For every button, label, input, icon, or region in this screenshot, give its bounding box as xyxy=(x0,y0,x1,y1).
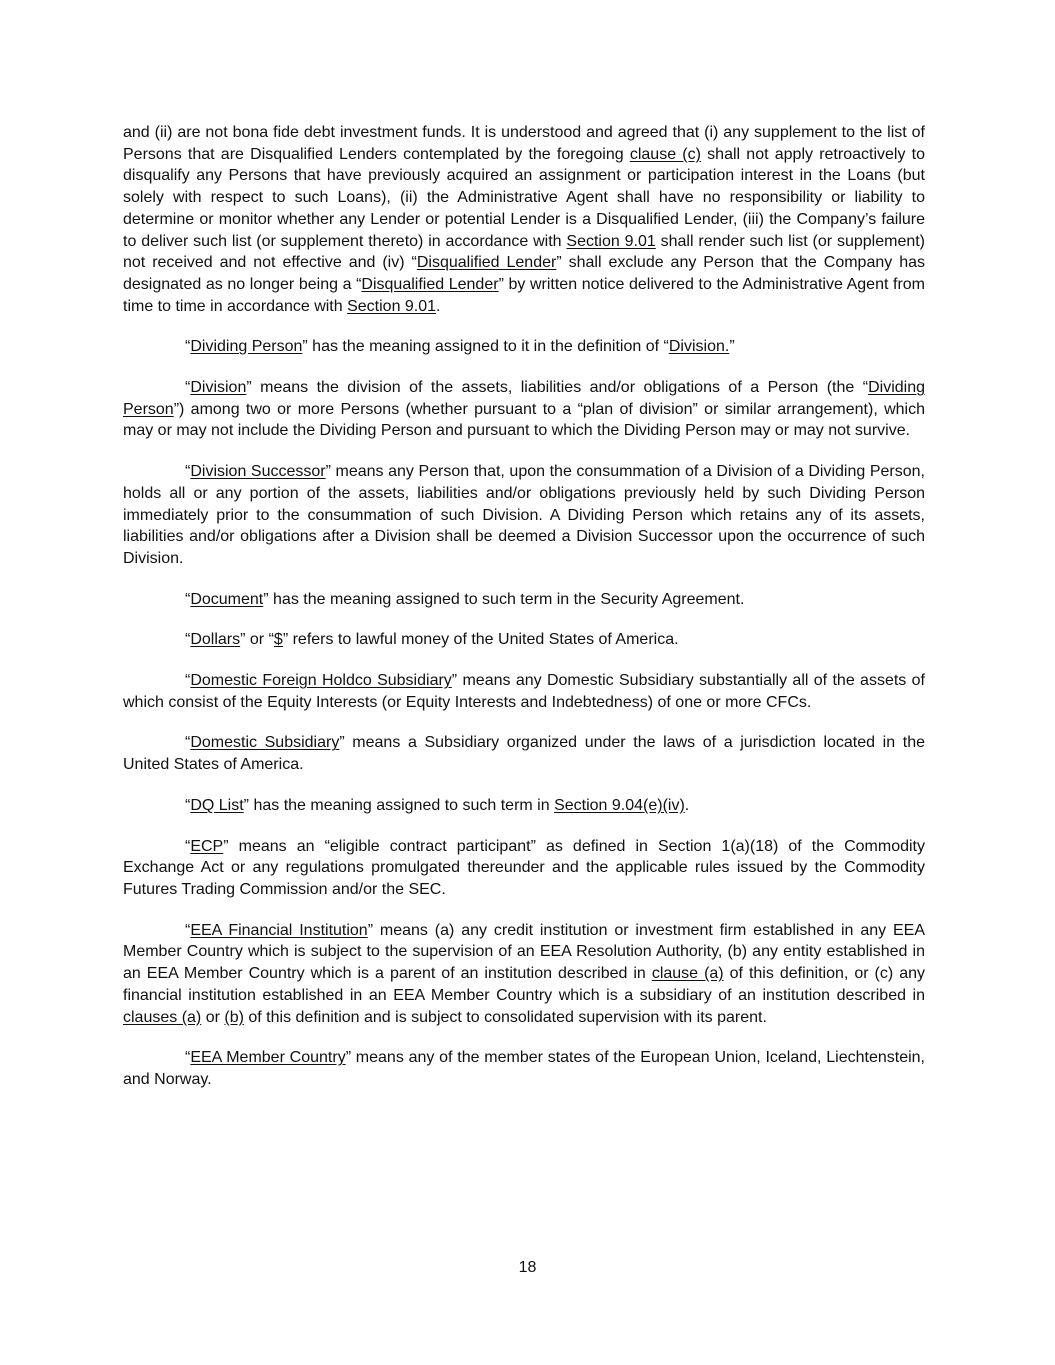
defined-term-reference: clauses (a) xyxy=(123,1008,202,1026)
paragraph-text: “ xyxy=(185,796,191,814)
definition-paragraph xyxy=(123,589,925,611)
paragraph-text: ” or “ xyxy=(240,631,274,649)
paragraph-text: . xyxy=(684,796,690,814)
paragraph-text: ” has the meaning assigned to such term in xyxy=(243,796,555,814)
paragraph-text: of this definition and is subject to consolidated supervision with its parent. xyxy=(243,1008,767,1026)
definition-paragraph xyxy=(123,122,925,317)
defined-term-reference: Division xyxy=(190,379,247,397)
paragraph-text: ” means a Subsidiary organized under the laws of a jurisdiction located in the United States of America. xyxy=(123,734,925,774)
defined-term-reference: ECP xyxy=(190,837,224,855)
definition-paragraph xyxy=(123,336,925,358)
defined-term-reference: (b) xyxy=(224,1008,244,1026)
definition-paragraph xyxy=(123,795,925,817)
defined-term-reference: Domestic Subsidiary xyxy=(190,734,340,752)
paragraph-text: ” means any Person that, upon the consummation of a Division of a Dividing Person, holds all or any portion of the assets, liabilities and/or obligations previously held by such Dividing Person immediately prior to the consummation of such Division. A Dividing Person which retains any of its assets, liabilities and/or obligations after a Division shall be deemed a Division Successor upon the occurrence of such Division. xyxy=(123,463,925,567)
defined-term-reference: EEA Financial Institution xyxy=(190,921,368,939)
paragraph-text: “ xyxy=(185,631,191,649)
paragraph-text: “ xyxy=(185,1049,191,1067)
paragraph-text: ” by written notice delivered to the Administrative Agent from time to time in accordance with xyxy=(123,275,926,315)
defined-term-reference: Section 9.01 xyxy=(566,232,656,250)
paragraph-text: or xyxy=(201,1008,225,1026)
definition-paragraph xyxy=(123,1047,925,1090)
defined-term-reference: Dollars xyxy=(190,631,241,649)
paragraph-text: ” means an “eligible contract participant” as defined in Section 1(a)(18) of the Commodity Exchange Act or any regulations promulgated thereunder and the applicable rules issued by the Commodity Futures Trading Commission and/or the SEC. xyxy=(123,837,925,898)
paragraph-text: ” shall exclude any Person that the Company has designated as no longer being a “ xyxy=(123,254,925,293)
defined-term-reference: Document xyxy=(190,590,264,608)
paragraph-text: ” has the meaning assigned to it in the definition of “ xyxy=(302,338,669,356)
defined-term-reference: Dividing Person xyxy=(190,338,303,356)
paragraph-text: “ xyxy=(185,734,191,752)
definition-paragraph xyxy=(123,461,925,570)
paragraph-text: ” means any of the member states of the European Union, Iceland, Liechtenstein, and Norway. xyxy=(123,1049,925,1088)
defined-term-reference: clause (c) xyxy=(629,145,701,163)
defined-term-reference: EEA Member Country xyxy=(190,1049,346,1067)
paragraph-text: . xyxy=(436,297,441,315)
paragraph-text: ” means any Domestic Subsidiary substantially all of the assets of which consist of the Equity Interests (or Equity Interests and Indebtedness) of one or more CFCs. xyxy=(123,672,925,711)
defined-term-reference: Section 9.01 xyxy=(347,297,437,315)
defined-term-reference: clause (a) xyxy=(651,965,724,983)
paragraph-text: ” xyxy=(729,338,735,356)
paragraph-text: shall render such list (or supplement) not received and not effective and (iv) “ xyxy=(123,232,926,272)
defined-term-reference: Dividing Person xyxy=(123,379,925,418)
definitions-body xyxy=(123,122,925,1091)
paragraph-text: ”) among two or more Persons (whether pursuant to a “plan of division” or similar arrangement), which may or may not include the Dividing Person and pursuant to which the Dividing Person may or may not survive. xyxy=(123,400,925,440)
paragraph-text: “ xyxy=(185,338,191,356)
definition-paragraph xyxy=(123,377,925,442)
paragraph-text: “ xyxy=(185,590,191,608)
page-number: 18 xyxy=(518,1259,537,1276)
paragraph-text: and (ii) are not bona fide debt investment funds. It is understood and agreed that (i) any supplement to the list of Persons that are Disqualified Lenders contemplated by the foregoing xyxy=(123,124,925,163)
defined-term-reference: Disqualified Lender xyxy=(416,254,557,272)
definition-paragraph xyxy=(123,836,925,901)
defined-term-reference: Disqualified Lender xyxy=(361,275,499,293)
definition-paragraph xyxy=(123,670,925,713)
defined-term-reference: DQ List xyxy=(190,796,244,814)
paragraph-text: ” means the division of the assets, liabilities and/or obligations of a Person (the “ xyxy=(246,379,869,397)
paragraph-text: shall not apply retroactively to disqualify any Persons that have previously acquired an assignment or participation interest in the Loans (but solely with respect to such Loans), (ii) the Administrative Agent shall have no responsibility or liability to determine or monitor whether any Lender or potential Lender is a Disqualified Lender, (iii) the Company’s failure to deliver such list (or supplement thereto) in accordance with xyxy=(123,145,926,250)
paragraph-text: “ xyxy=(185,837,191,855)
paragraph-text: “ xyxy=(185,672,191,690)
paragraph-text: “ xyxy=(185,379,191,397)
defined-term-reference: $ xyxy=(273,631,283,649)
paragraph-text: ” has the meaning assigned to such term in the Security Agreement. xyxy=(263,590,745,608)
definition-paragraph xyxy=(123,920,925,1029)
paragraph-text: “ xyxy=(185,463,191,481)
definition-paragraph xyxy=(123,629,925,651)
paragraph-text: ” means (a) any credit institution or investment firm established in any EEA Member Country which is subject to the supervision of an EEA Resolution Authority, (b) any entity established in an EEA Member Country which is a parent of an institution described in xyxy=(123,921,925,983)
defined-term-reference: Division Successor xyxy=(190,463,326,481)
defined-term-reference: Division. xyxy=(668,338,730,356)
definition-paragraph xyxy=(123,732,925,775)
defined-term-reference: Section 9.04(e)(iv) xyxy=(554,796,685,814)
paragraph-text: “ xyxy=(185,921,191,939)
paragraph-text: ” refers to lawful money of the United States of America. xyxy=(282,631,679,649)
paragraph-text: of this definition, or (c) any financial institution established in an EEA Member Country which is a subsidiary of an institution described in xyxy=(123,965,925,1004)
defined-term-reference: Domestic Foreign Holdco Subsidiary xyxy=(190,672,452,690)
document-page xyxy=(123,122,925,1110)
